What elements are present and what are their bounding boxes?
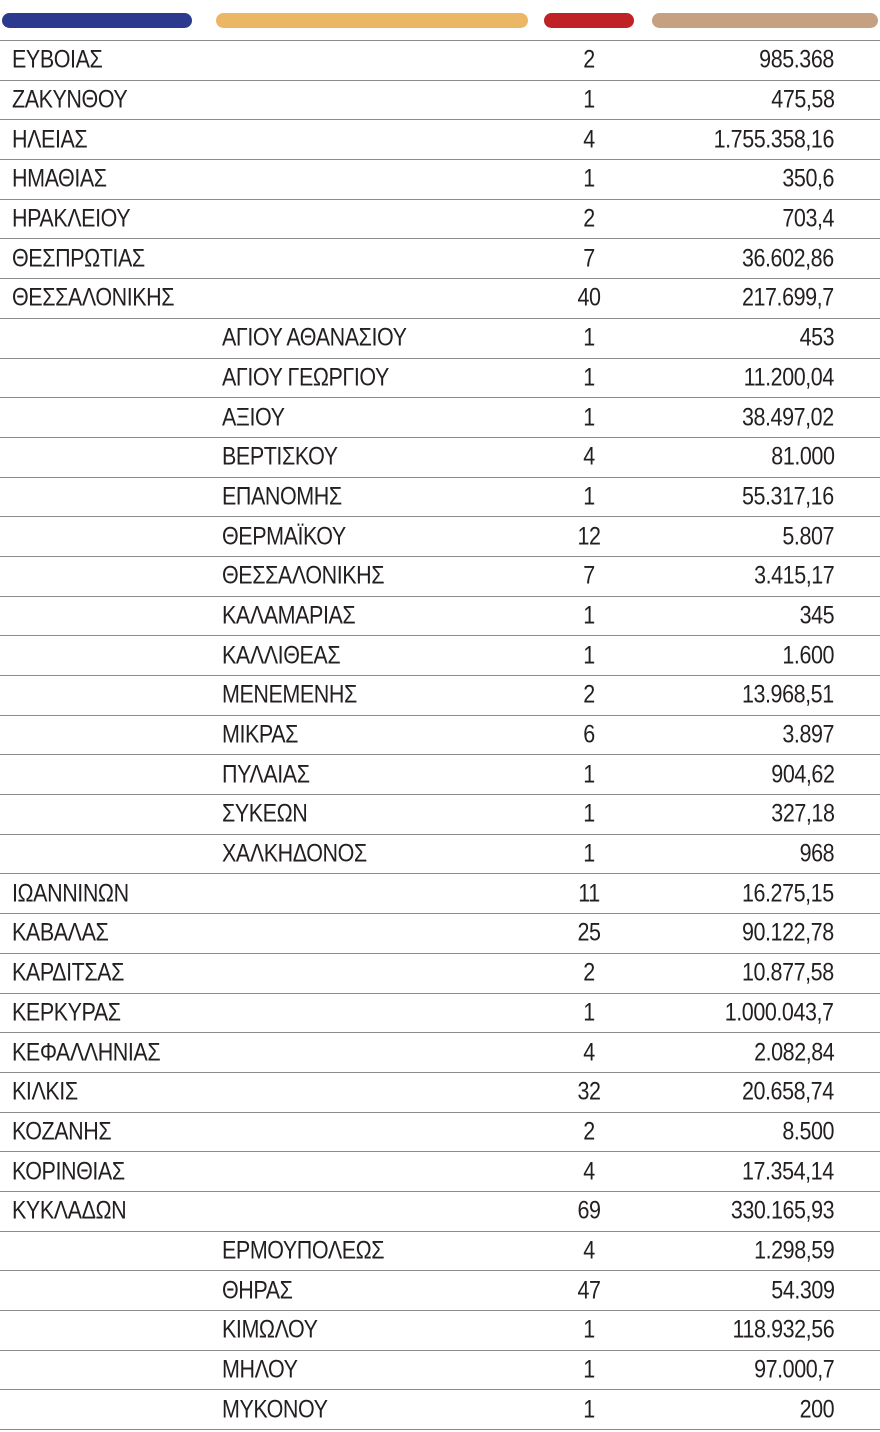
region-cell: ΙΩΑΝΝΙΝΩΝ bbox=[12, 879, 129, 908]
count-cell: 1 bbox=[583, 760, 595, 789]
count-cell: 7 bbox=[583, 561, 595, 590]
count-cell: 1 bbox=[583, 164, 595, 193]
amount-cell: 968 bbox=[799, 839, 834, 868]
count-cell: 69 bbox=[577, 1196, 601, 1225]
table-row bbox=[0, 1390, 880, 1430]
column-bar-subregion bbox=[216, 13, 528, 28]
region-cell: ΘΕΣΣΑΛΟΝΙΚΗΣ bbox=[12, 283, 175, 312]
amount-cell: 13.968,51 bbox=[742, 680, 834, 709]
region-cell: ΗΡΑΚΛΕΙΟΥ bbox=[12, 204, 131, 233]
table-row bbox=[0, 716, 880, 756]
count-cell: 11 bbox=[578, 879, 600, 908]
count-cell: 1 bbox=[583, 641, 595, 670]
table-row bbox=[0, 517, 880, 557]
table-row bbox=[0, 1152, 880, 1192]
table-row bbox=[0, 1073, 880, 1113]
table-row bbox=[0, 755, 880, 795]
table-row bbox=[0, 914, 880, 954]
amount-cell: 2.082,84 bbox=[753, 1038, 834, 1067]
table-row bbox=[0, 1271, 880, 1311]
table-row bbox=[0, 835, 880, 875]
count-cell: 1 bbox=[583, 1315, 595, 1344]
count-cell: 6 bbox=[583, 720, 595, 749]
count-cell: 4 bbox=[583, 1236, 595, 1265]
amount-cell: 327,18 bbox=[770, 799, 834, 828]
table-row bbox=[0, 636, 880, 676]
region-cell: ΚΟΖΑΝΗΣ bbox=[12, 1117, 112, 1146]
subregion-cell: ΘΗΡΑΣ bbox=[222, 1276, 293, 1305]
table-row bbox=[0, 1192, 880, 1232]
table-row bbox=[0, 160, 880, 200]
subregion-cell: ΜΙΚΡΑΣ bbox=[222, 720, 299, 749]
count-cell: 1 bbox=[583, 482, 595, 511]
subregion-cell: ΘΕΣΣΑΛΟΝΙΚΗΣ bbox=[222, 561, 385, 590]
amount-cell: 38.497,02 bbox=[742, 403, 834, 432]
subregion-cell: ΑΞΙΟΥ bbox=[222, 403, 285, 432]
subregion-cell: ΑΓΙΟΥ ΓΕΩΡΓΙΟΥ bbox=[222, 363, 389, 392]
subregion-cell: ΜΗΛΟΥ bbox=[222, 1355, 298, 1384]
region-cell: ΚΟΡΙΝΘΙΑΣ bbox=[12, 1157, 125, 1186]
count-cell: 40 bbox=[577, 283, 601, 312]
table-row bbox=[0, 200, 880, 240]
count-cell: 1 bbox=[583, 799, 595, 828]
amount-cell: 81.000 bbox=[770, 442, 834, 471]
amount-cell: 200 bbox=[799, 1395, 834, 1424]
count-cell: 1 bbox=[583, 403, 595, 432]
count-cell: 7 bbox=[583, 244, 595, 273]
table-row bbox=[0, 994, 880, 1034]
count-cell: 4 bbox=[583, 1038, 595, 1067]
amount-cell: 330.165,93 bbox=[730, 1196, 834, 1225]
column-bar-count bbox=[544, 13, 634, 28]
subregion-cell: ΚΑΛΛΙΘΕΑΣ bbox=[222, 641, 341, 670]
table-row bbox=[0, 279, 880, 319]
table-row bbox=[0, 954, 880, 994]
subregion-cell: ΚΑΛΑΜΑΡΙΑΣ bbox=[222, 601, 356, 630]
table-row bbox=[0, 359, 880, 399]
amount-cell: 985.368 bbox=[759, 45, 834, 74]
table-row bbox=[0, 41, 880, 81]
amount-cell: 345 bbox=[799, 601, 834, 630]
region-cell: ΚΕΦΑΛΛΗΝΙΑΣ bbox=[12, 1038, 161, 1067]
table-row bbox=[0, 1033, 880, 1073]
count-cell: 2 bbox=[583, 1117, 595, 1146]
amount-cell: 36.602,86 bbox=[742, 244, 834, 273]
region-cell: ΗΛΕΙΑΣ bbox=[12, 125, 88, 154]
region-cell: ΘΕΣΠΡΩΤΙΑΣ bbox=[12, 244, 145, 273]
subregion-cell: ΣΥΚΕΩΝ bbox=[222, 799, 308, 828]
region-cell: ΚΥΚΛΑΔΩΝ bbox=[12, 1196, 127, 1225]
amount-cell: 3.415,17 bbox=[753, 561, 834, 590]
amount-cell: 703,4 bbox=[782, 204, 834, 233]
amount-cell: 10.877,58 bbox=[742, 958, 834, 987]
amount-cell: 8.500 bbox=[782, 1117, 834, 1146]
amount-cell: 1.755.358,16 bbox=[713, 125, 834, 154]
region-cell: ΕΥΒΟΙΑΣ bbox=[12, 45, 103, 74]
table-row bbox=[0, 1311, 880, 1351]
table-row bbox=[0, 478, 880, 518]
count-cell: 12 bbox=[577, 522, 601, 551]
amount-cell: 20.658,74 bbox=[742, 1077, 834, 1106]
count-cell: 25 bbox=[577, 918, 601, 947]
subregion-cell: ΘΕΡΜΑΪΚΟΥ bbox=[222, 522, 346, 551]
amount-cell: 54.309 bbox=[770, 1276, 834, 1305]
count-cell: 47 bbox=[577, 1276, 601, 1305]
amount-cell: 1.298,59 bbox=[753, 1236, 834, 1265]
count-cell: 1 bbox=[583, 1355, 595, 1384]
table-row bbox=[0, 1351, 880, 1391]
count-cell: 1 bbox=[583, 839, 595, 868]
subregion-cell: ΕΡΜΟΥΠΟΛΕΩΣ bbox=[222, 1236, 385, 1265]
amount-cell: 904,62 bbox=[770, 760, 834, 789]
amount-cell: 3.897 bbox=[782, 720, 834, 749]
amount-cell: 90.122,78 bbox=[742, 918, 834, 947]
table-row bbox=[0, 676, 880, 716]
region-cell: ΖΑΚΥΝΘΟΥ bbox=[12, 85, 128, 114]
subregion-cell: ΒΕΡΤΙΣΚΟΥ bbox=[222, 442, 338, 471]
amount-cell: 1.600 bbox=[782, 641, 834, 670]
amount-cell: 5.807 bbox=[782, 522, 834, 551]
amount-cell: 16.275,15 bbox=[742, 879, 834, 908]
table-row bbox=[0, 81, 880, 121]
table-row bbox=[0, 319, 880, 359]
amount-cell: 55.317,16 bbox=[742, 482, 834, 511]
table-row bbox=[0, 557, 880, 597]
amount-cell: 118.932,56 bbox=[732, 1315, 834, 1344]
count-cell: 32 bbox=[577, 1077, 601, 1106]
count-cell: 1 bbox=[583, 85, 595, 114]
subregion-cell: ΕΠΑΝΟΜΗΣ bbox=[222, 482, 342, 511]
count-cell: 4 bbox=[583, 125, 595, 154]
table-row bbox=[0, 597, 880, 637]
count-cell: 1 bbox=[583, 601, 595, 630]
count-cell: 2 bbox=[583, 958, 595, 987]
subregion-cell: ΑΓΙΟΥ ΑΘΑΝΑΣΙΟΥ bbox=[222, 323, 407, 352]
table-row bbox=[0, 795, 880, 835]
amount-cell: 17.354,14 bbox=[742, 1157, 834, 1186]
amount-cell: 97.000,7 bbox=[753, 1355, 834, 1384]
column-bar-region bbox=[2, 13, 192, 28]
count-cell: 2 bbox=[583, 680, 595, 709]
region-cell: ΗΜΑΘΙΑΣ bbox=[12, 164, 107, 193]
region-cell: ΚΑΡΔΙΤΣΑΣ bbox=[12, 958, 124, 987]
table-row bbox=[0, 1232, 880, 1272]
column-bar-amount bbox=[652, 13, 878, 28]
table-row bbox=[0, 120, 880, 160]
amount-cell: 350,6 bbox=[782, 164, 834, 193]
count-cell: 1 bbox=[583, 1395, 595, 1424]
table-row bbox=[0, 438, 880, 478]
table-row bbox=[0, 398, 880, 438]
subregion-cell: ΜΥΚΟΝΟΥ bbox=[222, 1395, 328, 1424]
region-cell: ΚΕΡΚΥΡΑΣ bbox=[12, 998, 121, 1027]
table-row bbox=[0, 874, 880, 914]
table-row bbox=[0, 1113, 880, 1153]
region-cell: ΚΙΛΚΙΣ bbox=[12, 1077, 78, 1106]
count-cell: 1 bbox=[583, 998, 595, 1027]
amount-cell: 1.000.043,7 bbox=[725, 998, 834, 1027]
amount-cell: 475,58 bbox=[770, 85, 834, 114]
table-row bbox=[0, 239, 880, 279]
data-table bbox=[0, 40, 880, 1430]
count-cell: 2 bbox=[583, 204, 595, 233]
subregion-cell: ΜΕΝΕΜΕΝΗΣ bbox=[222, 680, 357, 709]
count-cell: 4 bbox=[583, 442, 595, 471]
count-cell: 2 bbox=[583, 45, 595, 74]
region-cell: ΚΑΒΑΛΑΣ bbox=[12, 918, 109, 947]
amount-cell: 11.200,04 bbox=[743, 363, 834, 392]
subregion-cell: ΧΑΛΚΗΔΟΝΟΣ bbox=[222, 839, 367, 868]
amount-cell: 217.699,7 bbox=[742, 283, 834, 312]
subregion-cell: ΚΙΜΩΛΟΥ bbox=[222, 1315, 318, 1344]
column-header-bars bbox=[0, 0, 880, 40]
count-cell: 4 bbox=[583, 1157, 595, 1186]
subregion-cell: ΠΥΛΑΙΑΣ bbox=[222, 760, 310, 789]
count-cell: 1 bbox=[583, 323, 595, 352]
count-cell: 1 bbox=[583, 363, 595, 392]
amount-cell: 453 bbox=[799, 323, 834, 352]
